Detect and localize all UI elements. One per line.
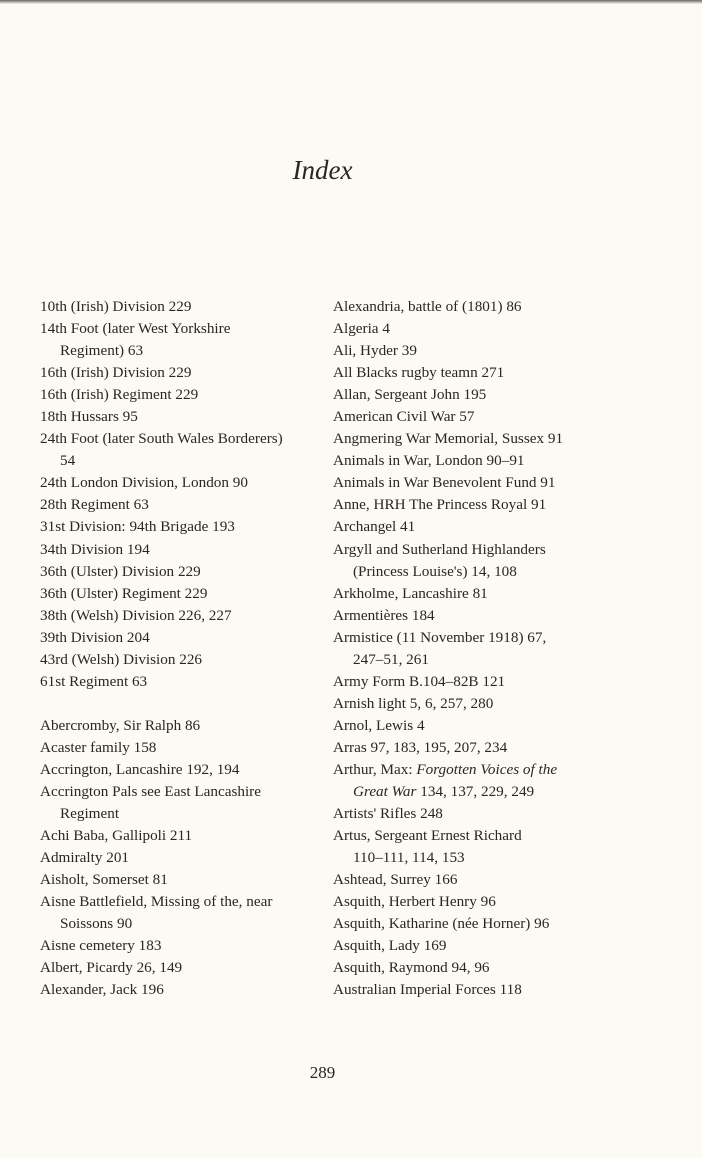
index-entry [333, 516, 653, 538]
index-entry-continuation: Soissons 90 [60, 915, 133, 933]
index-entry-continuation [333, 781, 653, 803]
index-entry-line: Arnol, Lewis 4 [333, 716, 425, 734]
index-entry [333, 539, 653, 583]
index-entry [333, 340, 653, 362]
index-entry [40, 869, 330, 891]
index-entry-line: Alexander, Jack 196 [40, 981, 164, 999]
index-entry [40, 296, 330, 318]
index-entry-line: Algeria 4 [333, 320, 390, 338]
index-entry-line: Asquith, Herbert Henry 96 [333, 893, 496, 911]
index-entry [333, 935, 653, 957]
index-entry-line: Admiralty 201 [40, 849, 130, 867]
index-entry-line: American Civil War 57 [333, 408, 475, 426]
index-entry [333, 450, 653, 472]
index-entry [333, 693, 653, 715]
index-entry-line: Arkholme, Lancashire 81 [333, 584, 488, 602]
index-column-left [40, 296, 330, 1002]
index-entry-line: Aisholt, Somerset 81 [40, 871, 168, 889]
index-entry-line: Achi Baba, Gallipoli 211 [40, 827, 193, 845]
index-entry-line: 10th (Irish) Division 229 [40, 298, 192, 315]
index-entry-line: 14th Foot (later West Yorkshire [40, 320, 231, 338]
index-entry [333, 869, 653, 891]
index-entry [333, 803, 653, 825]
index-entry [40, 671, 330, 693]
index-entry-line: All Blacks rugby teamn 271 [333, 364, 505, 382]
index-entry [333, 362, 653, 384]
index-entry-line: 38th (Welsh) Division 226, 227 [40, 606, 232, 624]
index-entry-continuation: (Princess Louise's) 14, 108 [353, 562, 517, 580]
index-entry [333, 759, 653, 803]
index-entry [40, 428, 330, 472]
index-entry [40, 384, 330, 406]
index-entry [333, 913, 653, 935]
index-entry-line: Ali, Hyder 39 [333, 342, 417, 360]
index-entry [40, 539, 330, 561]
index-entry-line: Arnish light 5, 6, 257, 280 [333, 694, 494, 712]
index-entry-line: 36th (Ulster) Regiment 229 [40, 584, 208, 602]
entry-text: Arthur, Max: [333, 760, 417, 778]
index-entry-line: 31st Division: 94th Brigade 193 [40, 518, 235, 536]
entry-text: 134, 137, 229, 249 [416, 783, 535, 801]
index-entry [40, 472, 330, 494]
index-entry-line: Animals in War Benevolent Fund 91 [333, 474, 556, 492]
index-entry [40, 627, 330, 649]
index-entry [40, 935, 330, 957]
index-entry [333, 605, 653, 627]
index-entry-line: Argyll and Sutherland Highlanders [333, 540, 546, 558]
index-entry [333, 715, 653, 737]
index-entry [333, 384, 653, 406]
index-entry-line: Artus, Sergeant Ernest Richard [333, 827, 522, 845]
index-entry-line: 16th (Irish) Regiment 229 [40, 386, 199, 404]
index-entry-line [333, 759, 653, 781]
index-entry-line: Ashtead, Surrey 166 [333, 871, 458, 889]
group-spacer [40, 693, 330, 715]
index-entry [333, 891, 653, 913]
index-column-right [333, 296, 653, 1002]
index-entry-line: 28th Regiment 63 [40, 496, 149, 514]
index-entry [40, 516, 330, 538]
index-entry-line: 18th Hussars 95 [40, 408, 138, 426]
index-entry [333, 318, 653, 340]
index-entry-line: Army Form B.104–82B 121 [333, 672, 506, 690]
index-entry-line: 24th London Division, London 90 [40, 474, 248, 492]
index-entry-line: Animals in War, London 90–91 [333, 452, 525, 470]
index-entry [333, 957, 653, 979]
index-entry [333, 406, 653, 428]
index-entry [333, 583, 653, 605]
index-entry-line: Accrington, Lancashire 192, 194 [40, 760, 240, 778]
book-title: Great War [353, 783, 417, 801]
index-entry [40, 847, 330, 869]
index-entry-line: Aisne Battlefield, Missing of the, near [40, 893, 273, 911]
index-entry-line: Asquith, Lady 169 [333, 937, 447, 955]
index-entry-line: Aisne cemetery 183 [40, 937, 162, 955]
index-entry-continuation: 110–111, 114, 153 [353, 849, 465, 867]
index-entry-continuation: Regiment [60, 805, 120, 823]
index-entry-line: Asquith, Katharine (née Horner) 96 [333, 915, 550, 933]
index-entry [40, 318, 330, 362]
page-number: 289 [309, 1063, 336, 1082]
index-entry-line: Arras 97, 183, 195, 207, 234 [333, 738, 508, 756]
index-entry [40, 605, 330, 627]
index-entry [333, 671, 653, 693]
index-entry-line: Armistice (11 November 1918) 67, [333, 628, 547, 646]
index-entry-line: Acaster family 158 [40, 738, 157, 756]
index-entry-line: 36th (Ulster) Division 229 [40, 562, 201, 580]
index-entry-line: 43rd (Welsh) Division 226 [40, 650, 203, 668]
index-entry [40, 825, 330, 847]
index-entry-line: 16th (Irish) Division 229 [40, 364, 192, 382]
index-entry-continuation: Regiment) 63 [60, 342, 144, 360]
index-entry [333, 296, 653, 318]
index-entry [40, 781, 330, 825]
index-entry-line: Armentières 184 [333, 606, 435, 624]
index-entry-line: Albert, Picardy 26, 149 [40, 959, 183, 977]
index-entry [40, 957, 330, 979]
index-entry [40, 979, 330, 1001]
index-entry [333, 979, 653, 1001]
index-entry-line: Allan, Sergeant John 195 [333, 386, 487, 404]
index-entry [40, 737, 330, 759]
index-entry-line: Abercromby, Sir Ralph 86 [40, 716, 201, 734]
page-top-edge [0, 0, 702, 4]
index-entry [40, 362, 330, 384]
index-entry-line: Angmering War Memorial, Sussex 91 [333, 430, 564, 448]
index-entry [40, 891, 330, 935]
index-entry-line: Asquith, Raymond 94, 96 [333, 959, 490, 977]
index-entry [40, 494, 330, 516]
page-title: Index [292, 155, 353, 185]
index-entry [333, 428, 653, 450]
index-entry-line: 24th Foot (later South Wales Borderers) [40, 430, 283, 448]
index-entry [333, 494, 653, 516]
index-entry [333, 627, 653, 671]
index-entry-line: Archangel 41 [333, 518, 416, 536]
index-entry [40, 406, 330, 428]
index-entry-line: Accrington Pals see East Lancashire [40, 783, 261, 801]
index-entry-line: 61st Regiment 63 [40, 672, 148, 690]
index-entry-continuation: 54 [60, 452, 76, 470]
index-entry-line: Anne, HRH The Princess Royal 91 [333, 496, 547, 514]
index-entry-line: Australian Imperial Forces 118 [333, 981, 522, 999]
index-entry [40, 649, 330, 671]
index-entry [333, 737, 653, 759]
index-entry-line: Artists' Rifles 248 [333, 805, 443, 823]
index-entry [333, 472, 653, 494]
index-entry-line: Alexandria, battle of (1801) 86 [333, 298, 522, 315]
index-entry [333, 825, 653, 869]
index-entry-line: 34th Division 194 [40, 540, 150, 558]
index-entry [40, 583, 330, 605]
index-entry [40, 561, 330, 583]
index-entry-continuation: 247–51, 261 [353, 650, 429, 668]
index-entry [40, 715, 330, 737]
book-title: Forgotten Voices of the [416, 760, 558, 778]
index-entry [40, 759, 330, 781]
index-entry-line: 39th Division 204 [40, 628, 150, 646]
